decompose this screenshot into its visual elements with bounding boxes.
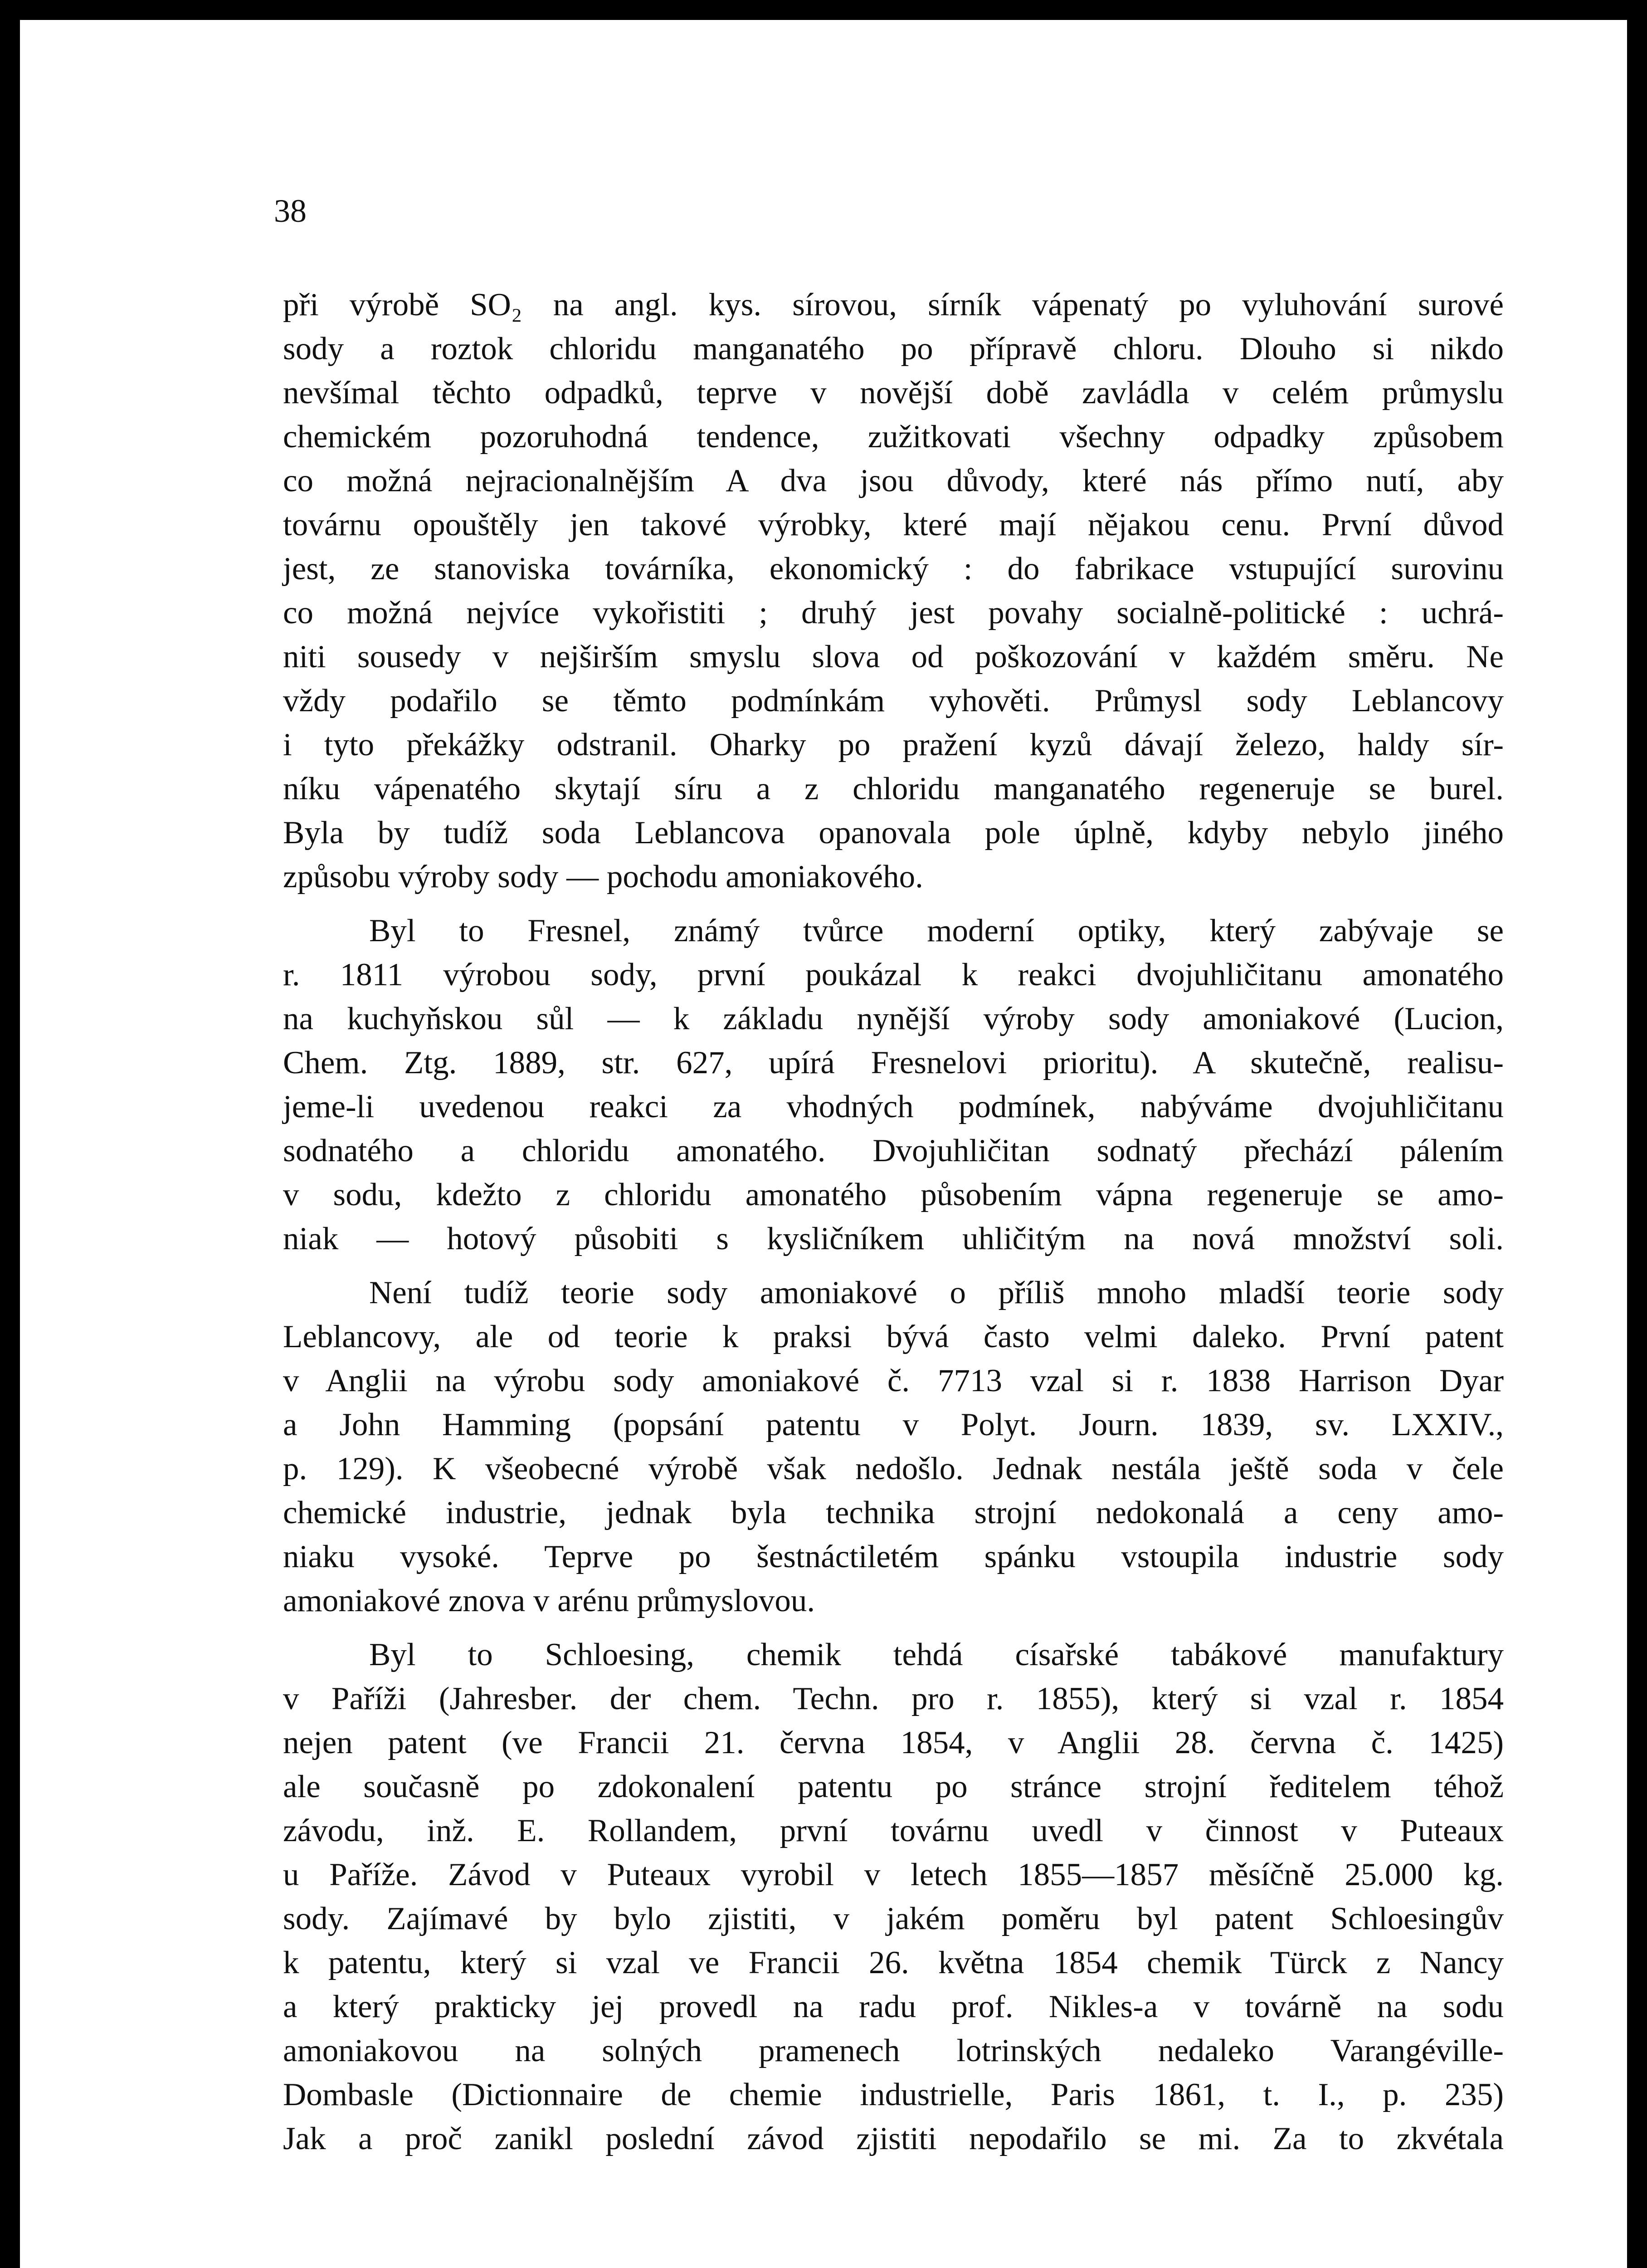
paragraph-2: [283, 909, 1504, 1261]
text-line: závodu, inž. E. Rollandem, první továrnu uvedl v činnost v Puteaux: [283, 1813, 1504, 1848]
text-line: Jak a proč zanikl poslední závod zjistiti nepodařilo se mi. Za to zkvétala: [283, 2121, 1504, 2156]
book-page: [20, 20, 1627, 2268]
text-line: chemickém pozoruhodná tendence, zužitkovati všechny odpadky způsobem: [283, 419, 1504, 455]
text-line: sodnatého a chloridu amonatého. Dvojuhličitan sodnatý přechází pálením: [283, 1133, 1504, 1168]
text-line: u Paříže. Závod v Puteaux vyrobil v letech 1855—1857 měsíčně 25.000 kg.: [283, 1857, 1504, 1892]
text-line: způsobu výroby sody — pochodu amoniakového.: [283, 859, 923, 894]
text-line: amoniakovou na solných pramenech lotrinských nedaleko Varangéville-: [283, 2033, 1504, 2068]
text-line: co možná nejvíce vykořistiti ; druhý jest povahy socialně-politické : uchrá-: [283, 595, 1504, 631]
text-line: i tyto překážky odstranil. Oharky po pražení kyzů dávají železo, haldy sír-: [283, 727, 1504, 763]
text-line: v Anglii na výrobu sody amoniakové č. 7713 vzal si r. 1838 Harrison Dyar: [283, 1363, 1504, 1398]
body-text: [283, 283, 1504, 2171]
text-line: r. 1811 výrobou sody, první poukázal k reakci dvojuhličitanu amonatého: [283, 957, 1504, 992]
text-line: jeme-li uvedenou reakci za vhodných podmínek, nabýváme dvojuhličitanu: [283, 1089, 1504, 1124]
text-line: nevšímal těchto odpadků, teprve v novější době zavládla v celém průmyslu: [283, 375, 1504, 411]
text-line: továrnu opouštěly jen takové výrobky, které mají nějakou cenu. První důvod: [283, 507, 1504, 543]
text-line: chemické industrie, jednak byla technika strojní nedokonalá a ceny amo-: [283, 1495, 1504, 1530]
text-line: Chem. Ztg. 1889, str. 627, upírá Fresnelovi prioritu). A skutečně, realisu-: [283, 1045, 1504, 1080]
text-line: Není tudíž teorie sody amoniakové o příliš mnoho mladší teorie sody: [369, 1275, 1504, 1310]
paragraph-4: [283, 1633, 1504, 2161]
text-line: nejen patent (ve Francii 21. června 1854, v Anglii 28. června č. 1425): [283, 1725, 1504, 1760]
text-line: k patentu, který si vzal ve Francii 26. května 1854 chemik Türck z Nancy: [283, 1945, 1504, 1980]
text-line: p. 129). K všeobecné výrobě však nedošlo. Jednak nestála ještě soda v čele: [283, 1451, 1504, 1486]
text-line: Leblancovy, ale od teorie k praksi bývá často velmi daleko. První patent: [283, 1319, 1504, 1354]
text-line: sody. Zajímavé by bylo zjistiti, v jakém poměru byl patent Schloesingův: [283, 1901, 1504, 1936]
text-line: Byl to Fresnel, známý tvůrce moderní optiky, který zabývaje se: [369, 913, 1504, 948]
text-line: Byla by tudíž soda Leblancova opanovala pole úplně, kdyby nebylo jiného: [283, 815, 1504, 850]
paragraph-3: [283, 1271, 1504, 1623]
text-line: co možná nejracionalnějším A dva jsou důvody, které nás přímo nutí, aby: [283, 463, 1504, 499]
text-line: Dombasle (Dictionnaire de chemie industrielle, Paris 1861, t. I., p. 235): [283, 2077, 1504, 2112]
text-line: a který prakticky jej provedl na radu prof. Nikles-a v továrně na sodu: [283, 1989, 1504, 2024]
text-line: vždy podařilo se těmto podmínkám vyhověti. Průmysl sody Leblancovy: [283, 683, 1504, 719]
text-line: na kuchyňskou sůl — k základu nynější výroby sody amoniakové (Lucion,: [283, 1001, 1504, 1036]
text-line: v sodu, kdežto z chloridu amonatého působením vápna regeneruje se amo-: [283, 1177, 1504, 1212]
text-line: a John Hamming (popsání patentu v Polyt. Journ. 1839, sv. LXXIV.,: [283, 1407, 1504, 1442]
text-line: niti sousedy v nejširším smyslu slova od poškozování v každém směru. Ne: [283, 639, 1504, 675]
text-line: při výrobě SO₂ na angl. kys. sírovou, sírník vápenatý po vyluhování surové: [283, 287, 1504, 323]
text-line: jest, ze stanoviska továrníka, ekonomický : do fabrikace vstupující surovinu: [283, 551, 1504, 587]
text-line: niaku vysoké. Teprve po šestnáctiletém spánku vstoupila industrie sody: [283, 1539, 1504, 1574]
text-line: ale současně po zdokonalení patentu po stránce strojní ředitelem téhož: [283, 1769, 1504, 1804]
text-line: Byl to Schloesing, chemik tehdá císařské tabákové manufaktury: [369, 1637, 1504, 1672]
text-line: níku vápenatého skytají síru a z chloridu manganatého regeneruje se burel.: [283, 771, 1504, 807]
text-line: niak — hotový působiti s kysličníkem uhličitým na nová množství soli.: [283, 1221, 1504, 1256]
text-line: amoniakové znova v arénu průmyslovou.: [283, 1583, 815, 1618]
page-number: 38: [274, 193, 307, 229]
text-line: v Paříži (Jahresber. der chem. Techn. pro r. 1855), který si vzal r. 1854: [283, 1681, 1504, 1716]
text-line: sody a roztok chloridu manganatého po přípravě chloru. Dlouho si nikdo: [283, 331, 1504, 367]
paragraph-1: [283, 283, 1504, 899]
